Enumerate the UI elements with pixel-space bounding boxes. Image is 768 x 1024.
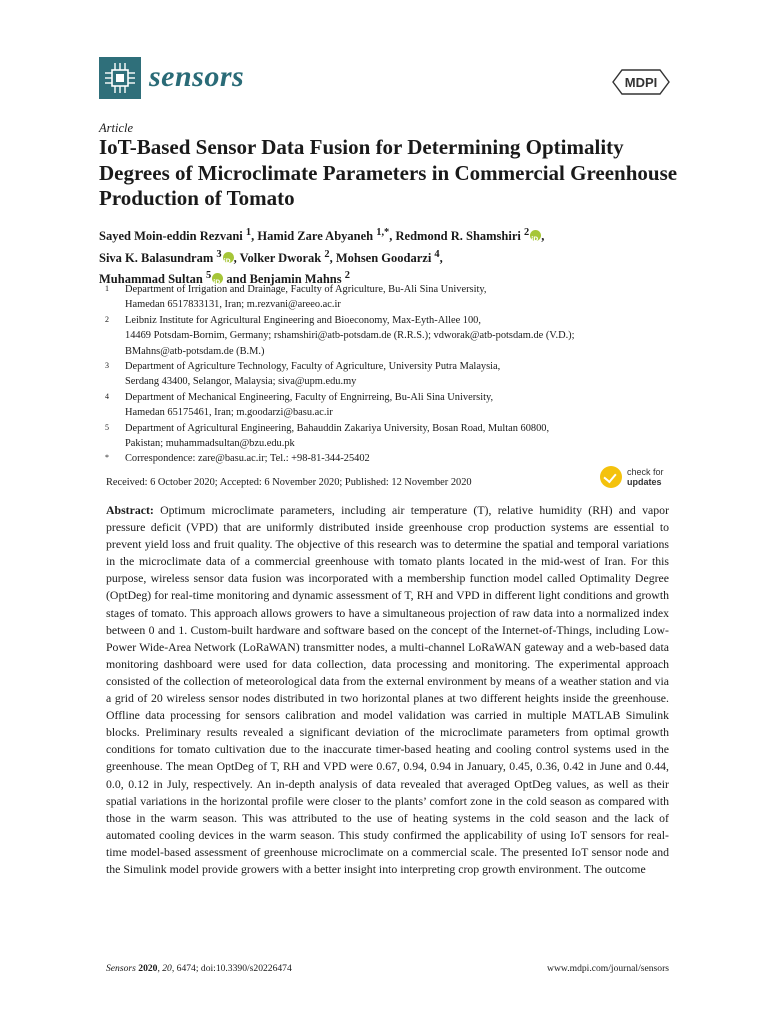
abstract-label: Abstract: bbox=[106, 503, 154, 517]
publisher-name: MDPI bbox=[624, 75, 658, 90]
author: Hamid Zare Abyaneh bbox=[257, 229, 374, 244]
paper-title: IoT-Based Sensor Data Fusion for Determining Optimality Degrees of Microclimate Parameters in Commercial Greenhouse Production of Tomato bbox=[99, 135, 678, 210]
abstract bbox=[106, 502, 669, 878]
sensors-logo-icon bbox=[99, 57, 141, 99]
author: Sayed Moin-eddin Rezvani bbox=[99, 229, 243, 244]
article-type: Article bbox=[99, 121, 134, 135]
journal-name: sensors bbox=[149, 60, 245, 93]
check-icon bbox=[600, 466, 622, 488]
author: Volker Dworak bbox=[239, 250, 322, 265]
journal-url[interactable]: www.mdpi.com/journal/sensors bbox=[547, 963, 669, 974]
author: Mohsen Goodarzi bbox=[335, 250, 432, 265]
affiliation-4: 4 Department of Mechanical Engineering, Faculty of Engnirreing, Bu-Ali Sina University, Hamedan 65175461, Iran; m.goodarzi@basu.ac.ir bbox=[105, 391, 494, 419]
affiliations bbox=[103, 282, 683, 467]
mdpi-logo bbox=[612, 69, 670, 100]
author: Muhammad Sultan bbox=[99, 272, 203, 287]
author: Siva K. Balasundram bbox=[99, 250, 214, 265]
publication-dates: Received: 6 October 2020; Accepted: 6 November 2020; Published: 12 November 2020 bbox=[106, 477, 472, 488]
author: Benjamin Mahns bbox=[249, 272, 342, 287]
author: Redmond R. Shamshiri bbox=[395, 229, 521, 244]
affiliation-1: 1 Department of Irrigation and Drainage, Faculty of Agriculture, Bu-Ali Sina University, Hamedan 6517833131, Iran; m.rezvani@areeo.ac.ir bbox=[105, 284, 487, 311]
check-for-updates-button[interactable]: check for updates bbox=[600, 466, 670, 492]
correspondence: * Correspondence: zare@basu.ac.ir; Tel.: +98-81-344-25402 bbox=[105, 453, 370, 465]
affiliation-2: 2 Leibniz Institute for Agricultural Engineering and Bioeconomy, Max-Eyth-Allee 100, 14469 Potsdam-Bornim, Germany; rshamshiri@atb-potsdam.de (R.R.S.); vdworak@atb-potsdam.de (V.D.); BMahns@atb-potsdam.de (B.M.) bbox=[105, 314, 575, 357]
citation-footer: Sensors 2020, 20, 6474; doi:10.3390/s20226474 bbox=[106, 963, 292, 974]
affiliation-5: 5 Department of Agricultural Engineering, Bahauddin Zakariya University, Bosan Road, Multan 60800, Pakistan; muhammadsultan@bzu.edu.pk bbox=[105, 422, 550, 450]
orcid-icon[interactable] bbox=[530, 230, 541, 241]
abstract-text: Optimum microclimate parameters, including air temperature (T), relative humidity (RH) and vapor pressure deficit (VPD) that are uniformly distributed inside greenhouse crop production systems are essential to prevent yield loss and fruit quality. The objective of this research was to determine the spatial and temporal variations in the microclimate data of a commercial greenhouse with tomato plants located in the mid-west of Iran. For this purpose, wireless sensor data fusion was incorporated with a membership function model called Optimality Degree (OptDeg) for real-time monitoring and dynamic assessment of T, RH and VPD in different light conditions and growth stages of tomato. This approach allows growers to have a simultaneous projection of raw data into a normalized index between 0 and 1. Custom-built hardware and software based on the concept of the Internet-of-Things, including Low-Power Wide-Area Network (LoRaWAN) transmitter nodes, a multi-channel LoRaWAN gateway and a web-based data monitoring dashboard were used for data collection, data processing and monitoring. The experimental approach consisted of the collection of meteorological data from the external environment by means of a weather station and via a grid of 20 wireless sensor nodes distributed in two horizontal planes at two different heights inside the greenhouse. Offline data processing for sensors calibration and model validation was carried in multiple MATLAB Simulink blocks. Preliminary results revealed a significant deviation of the microclimate parameters from optimal growth conditions for tomato cultivation due to the inaccurate timer-based heating and cooling control systems used in the greenhouse. The mean OptDeg of T, RH and VPD were 0.67, 0.94, 0.94 in January, 0.45, 0.36, 0.42 in June and 0.44, 0.0, 0.12 in July, respectively. An in-depth analysis of data revealed that averaged OptDeg values, as well as their spatial variations in the horizontal profile were closer to the plants’ comfort zone in the cold season as compared with those in the warm season. This was attributed to the use of heating systems in the cold season and the lack of automated cooling devices in the warm season. This study confirmed the applicability of using IoT sensors for real-time model-based assessment of greenhouse microclimate on a commercial scale. The presented IoT sensor node and the Simulink model provide growers with a better insight into interpreting crop growth environment. The outcome bbox=[106, 503, 669, 876]
affiliation-3: 3 Department of Agriculture Technology, Faculty of Agriculture, University Putra Malaysia, Serdang 43400, Selangor, Malaysia; siva@upm.edu.my bbox=[105, 361, 501, 388]
author-list: Sayed Moin-eddin Rezvani $^1$, Hamid Zare Abyaneh $^{1,*}$, Redmond R. Shamshiri $^2$iD , Siva K. Balasundram $^3$iD , Volker Dworak $^2$, Mohsen Goodarzi $^4$, Muhammad Sultan $^5$iD and Benjamin Mahns $^2$ bbox=[99, 224, 699, 289]
orcid-icon[interactable] bbox=[223, 252, 234, 263]
